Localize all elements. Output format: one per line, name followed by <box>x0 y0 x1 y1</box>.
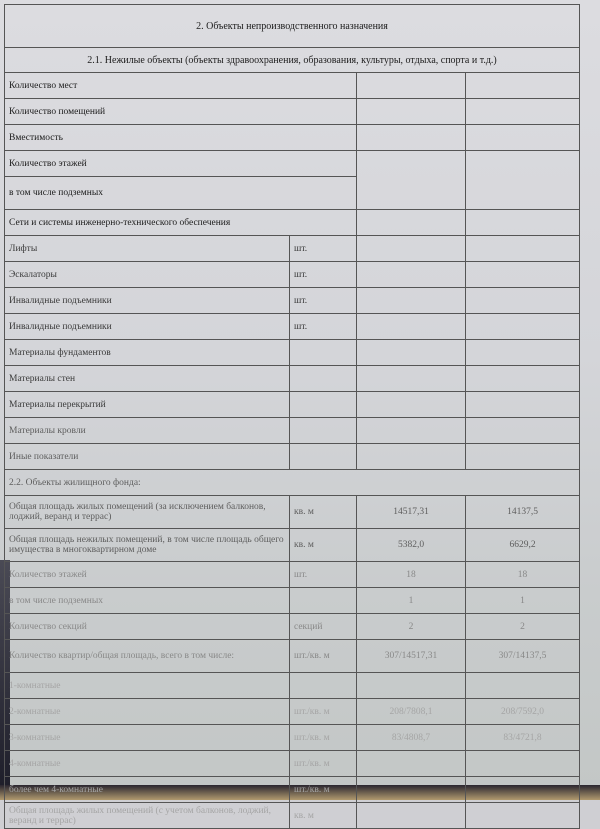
table-row: Вместимость <box>5 125 580 151</box>
table-row: Сети и системы инженерно-технического обеспечения <box>5 210 580 236</box>
table-row: Инвалидные подъемники шт. <box>5 314 580 340</box>
table-row: 4-комнатные шт./кв. м <box>5 751 580 777</box>
table-row: Лифты шт. <box>5 236 580 262</box>
table-row: Количество этажей <box>5 151 580 177</box>
table-row: Эскалаторы шт. <box>5 262 580 288</box>
table-row: более чем 4-комнатные шт./кв. м <box>5 777 580 803</box>
table-row: Материалы стен <box>5 366 580 392</box>
table-row: в том числе подземных <box>5 177 580 210</box>
table-row: Количество секций секций 2 2 <box>5 614 580 640</box>
table-row: Количество помещений <box>5 99 580 125</box>
table-row: Инвалидные подъемники шт. <box>5 288 580 314</box>
table-row: Количество этажей шт. 18 18 <box>5 562 580 588</box>
table-row: Иные показатели <box>5 444 580 470</box>
document-page <box>4 4 580 829</box>
subsection-2-2-title: 2.2. Объекты жилищного фонда: <box>5 470 580 496</box>
form-table <box>4 4 580 829</box>
table-row: Общая площадь нежилых помещений, в том числе площадь общего имущества в многоквартирном доме кв. м 5382,0 6629,2 <box>5 529 580 562</box>
table-row: Количество квартир/общая площадь, всего в том числе: шт./кв. м 307/14517,31 307/14137,5 <box>5 640 580 673</box>
table-row: в том числе подземных 1 1 <box>5 588 580 614</box>
table-row: 1-комнатные <box>5 673 580 699</box>
section-title: 2. Объекты непроизводственного назначения <box>5 5 580 48</box>
table-row: Материалы перекрытий <box>5 392 580 418</box>
table-row: 2-комнатные шт./кв. м 208/7808,1 208/7592,0 <box>5 699 580 725</box>
table-row: Общая площадь жилых помещений (с учетом балконов, лоджий, веранд и террас) кв. м <box>5 803 580 829</box>
table-row: Количество мест <box>5 73 580 99</box>
table-row: 3-комнатные шт./кв. м 83/4808,7 83/4721,8 <box>5 725 580 751</box>
table-row: Материалы фундаментов <box>5 340 580 366</box>
subsection-2-1-title: 2.1. Нежилые объекты (объекты здравоохранения, образования, культуры, отдыха, спорта и т.д.) <box>5 48 580 73</box>
table-row: Общая площадь жилых помещений (за исключением балконов, лоджий, веранд и террас) кв. м 14517,31 14137,5 <box>5 496 580 529</box>
table-row: Материалы кровли <box>5 418 580 444</box>
